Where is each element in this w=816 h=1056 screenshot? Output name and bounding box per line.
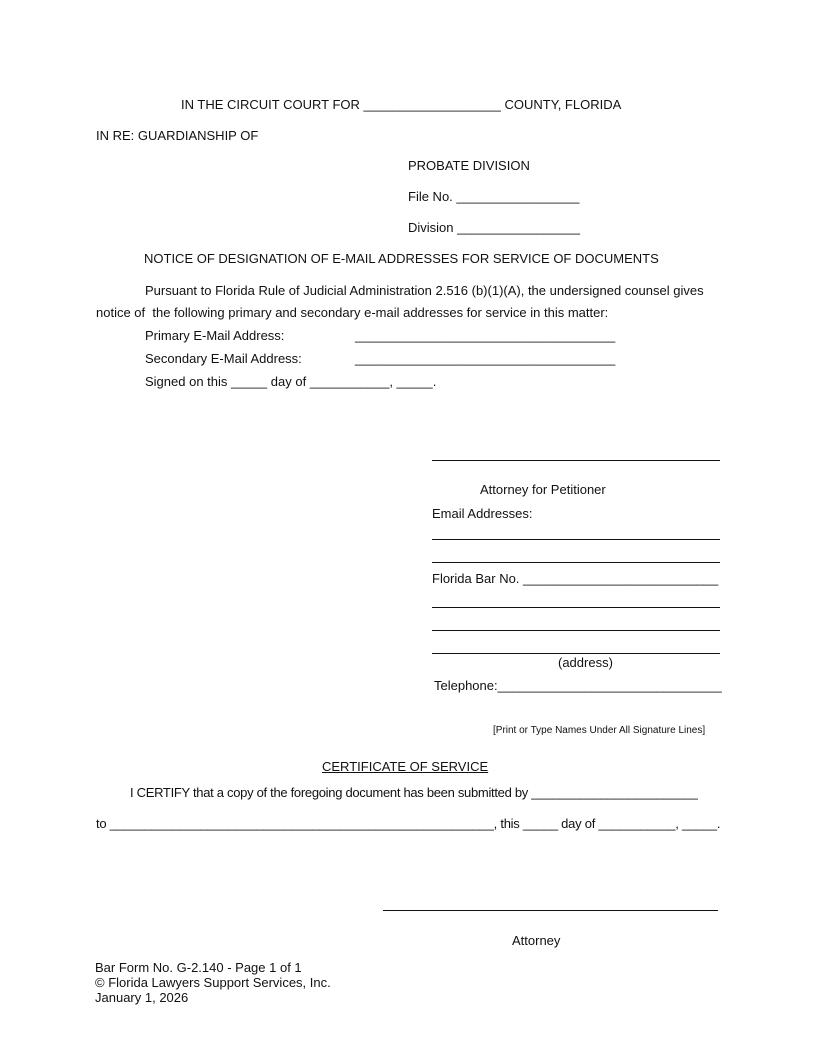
certify-line-1[interactable]: I CERTIFY that a copy of the foregoing document has been submitted by ________________________ [130,785,698,800]
certificate-signature-line[interactable] [383,910,718,911]
notice-title: NOTICE OF DESIGNATION OF E-MAIL ADDRESSES FOR SERVICE OF DOCUMENTS [144,251,659,266]
division-field[interactable]: Division _________________ [408,220,581,235]
address-label: (address) [558,655,613,670]
address-line-2[interactable] [432,630,720,631]
print-names-note: [Print or Type Names Under All Signature Lines] [493,725,706,736]
attorney-signature-line[interactable] [432,460,720,461]
certify-line-2[interactable]: to _______________________________________________________, this _____ day of ___________, _____. [96,816,721,831]
florida-bar-number-field[interactable]: Florida Bar No. ___________________________ [432,571,719,586]
file-number-field[interactable]: File No. _________________ [408,189,580,204]
in-re-caption: IN RE: GUARDIANSHIP OF [96,128,259,143]
email-address-line-2[interactable] [432,562,720,563]
attorney-for-petitioner-label: Attorney for Petitioner [480,482,606,497]
secondary-email-field[interactable]: ____________________________________ [355,351,616,366]
certificate-attorney-label: Attorney [512,933,561,948]
signed-on-date-line[interactable]: Signed on this _____ day of ___________, _____. [145,374,437,389]
telephone-field[interactable]: Telephone:_______________________________ [434,678,722,693]
address-line-3[interactable] [432,653,720,654]
notice-body-line-1: Pursuant to Florida Rule of Judicial Administration 2.516 (b)(1)(A), the undersigned counsel gives [145,283,704,298]
certificate-heading: CERTIFICATE OF SERVICE [322,759,489,774]
primary-email-label: Primary E-Mail Address: [145,328,285,343]
form-date: January 1, 2026 [95,990,189,1005]
probate-division: PROBATE DIVISION [408,158,530,173]
secondary-email-label: Secondary E-Mail Address: [145,351,302,366]
bar-form-number: Bar Form No. G-2.140 - Page 1 of 1 [95,960,302,975]
primary-email-field[interactable]: ____________________________________ [355,328,616,343]
notice-body-line-2: notice of the following primary and secondary e-mail addresses for service in this matter: [96,305,609,320]
email-addresses-label: Email Addresses: [432,506,533,521]
address-line-1[interactable] [432,607,720,608]
copyright-notice: © Florida Lawyers Support Services, Inc. [95,975,331,990]
email-address-line-1[interactable] [432,539,720,540]
court-heading: IN THE CIRCUIT COURT FOR ___________________ COUNTY, FLORIDA [181,97,622,112]
